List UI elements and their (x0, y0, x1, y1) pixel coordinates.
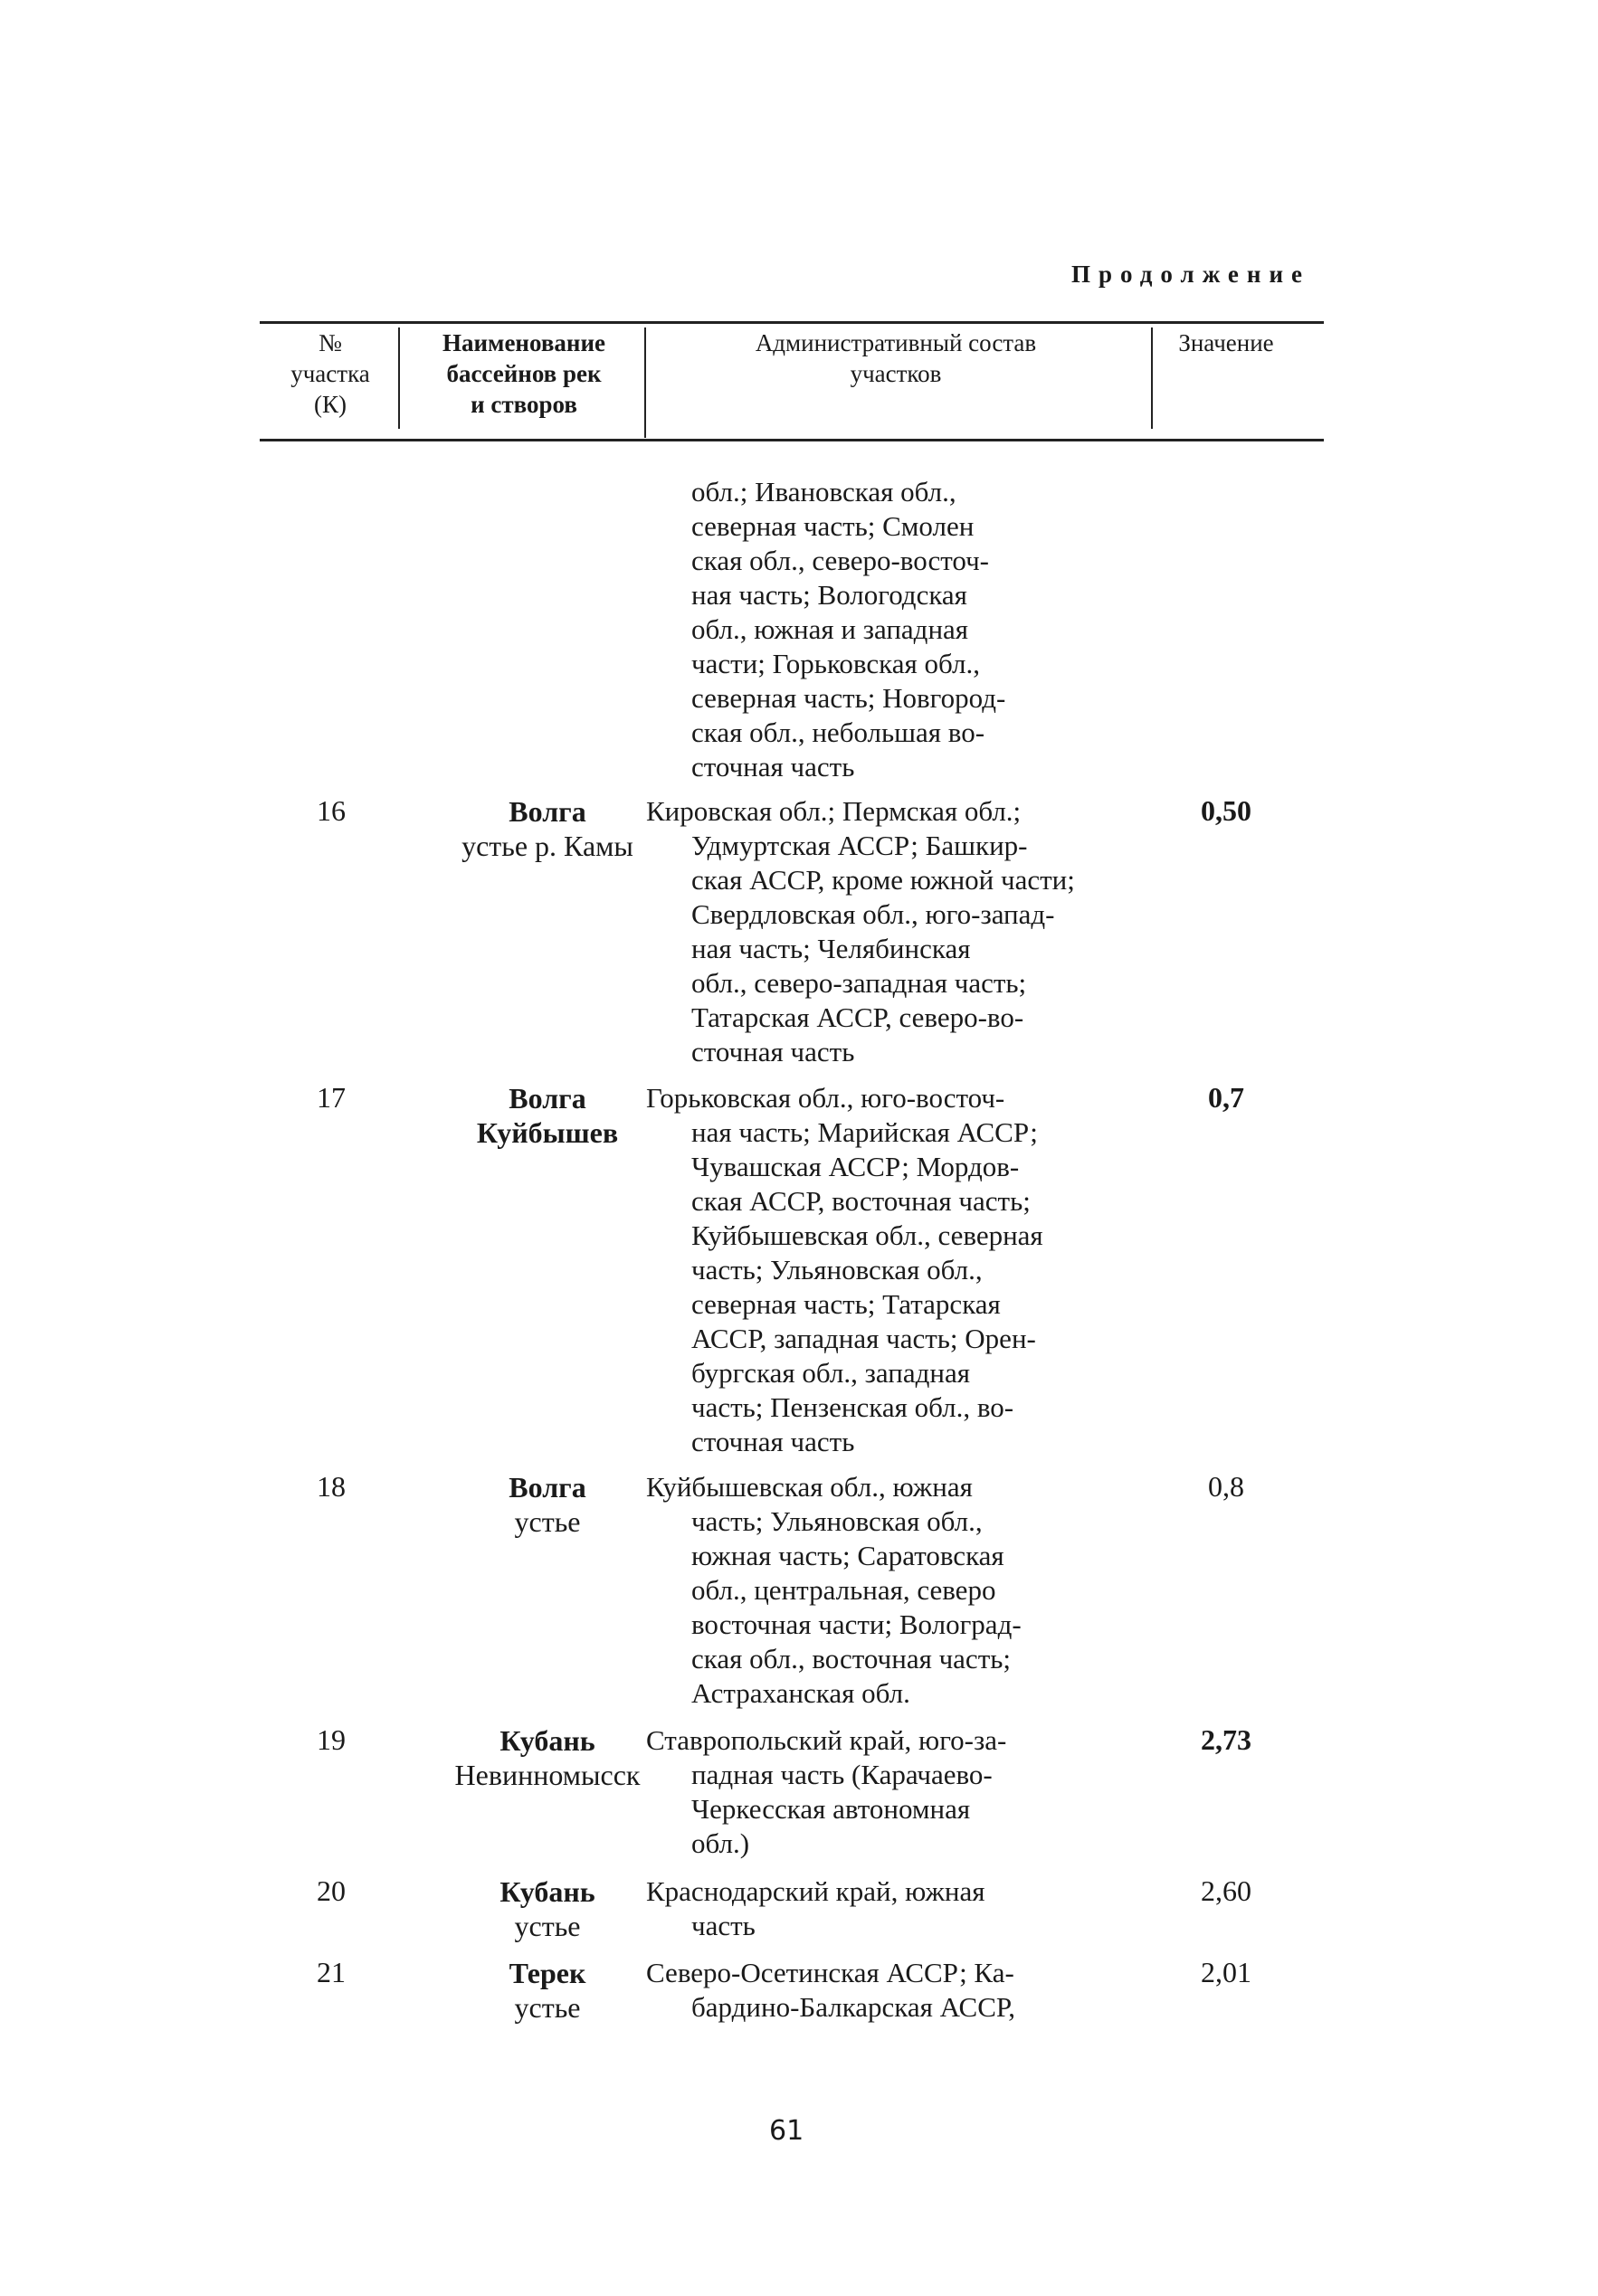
row-number: 16 (317, 794, 346, 827)
river-name: Волга (509, 795, 586, 828)
header-divider (398, 327, 400, 429)
gauge-name: устье (514, 1991, 581, 2024)
gauge-name: устье р. Камы (461, 830, 633, 862)
river-name: Кубань (499, 1875, 595, 1908)
basin-name (434, 794, 661, 863)
basin-name (434, 1956, 661, 2025)
admin-composition: Краснодарский край, южная часть (646, 1875, 985, 1941)
value: 0,50 (1201, 794, 1251, 827)
admin-composition: Северо-Осетинская АССР; Ка- бардино-Балкарская АССР, (646, 1957, 1015, 2023)
river-name: Терек (509, 1957, 586, 1989)
row-number: 17 (317, 1081, 346, 1114)
gauge-name: устье (514, 1910, 581, 1942)
table-header-bottom-rule (260, 439, 1324, 441)
page-number: 61 (769, 2115, 804, 2147)
admin-composition: Кировская обл.; Пермская обл.; Удмуртская АССР; Башкир- ская АССР, кроме южной части; Свердловская обл., юго-запад- ная часть; Челябинская обл., северо-западная часть; Татарская АССР, северо-во- сточная часть (646, 795, 1075, 1067)
header-col-basin: Наименование бассейнов рек и створов (442, 329, 605, 418)
header-col-admin: Административный состав участков (755, 329, 1037, 387)
admin-composition: Ставропольский край, юго-за- падная часть (Карачаево- Черкесская автономная обл.) (646, 1724, 1007, 1859)
row-number: 18 (317, 1470, 346, 1503)
basin-name (434, 1723, 661, 1792)
continuation-label: Продолжение (1071, 261, 1310, 288)
table-top-rule (260, 321, 1324, 324)
row-number: 20 (317, 1874, 346, 1907)
admin-composition: Горьковская обл., юго-восточ- ная часть; Марийская АССР; Чувашская АССР; Мордов- ская АССР, восточная часть; Куйбышевская обл., северная часть; Ульяновская обл., северная часть; Татарская АССР, западная часть; Орен- бургская обл., западная часть; Пензенская обл., во- сточная часть (646, 1082, 1043, 1457)
header-divider (1151, 327, 1153, 429)
value: 2,01 (1201, 1956, 1251, 1988)
value: 2,73 (1201, 1723, 1251, 1756)
river-name: Волга (509, 1082, 586, 1115)
basin-name (434, 1081, 661, 1150)
value: 0,8 (1208, 1470, 1244, 1503)
value: 2,60 (1201, 1874, 1251, 1907)
river-name: Кубань (499, 1724, 595, 1757)
admin-composition: Куйбышевская обл., южная часть; Ульяновская обл., южная часть; Саратовская обл., центральная, северо восточная части; Волоград- ская обл., восточная часть; Астраханская обл. (646, 1471, 1022, 1709)
gauge-name: устье (514, 1505, 581, 1538)
basin-name (434, 1470, 661, 1539)
gauge-name: Невинномысск (454, 1759, 641, 1791)
basin-name (434, 1874, 661, 1943)
row-number: 19 (317, 1723, 346, 1756)
header-col-number: № участка (К) (290, 329, 370, 418)
value: 0,7 (1208, 1081, 1244, 1114)
header-col-value: Значение (1178, 329, 1274, 356)
row-number: 21 (317, 1956, 346, 1988)
carryover-admin: обл.; Ивановская обл., северная часть; Смолен ская обл., северо-восточ- ная часть; Вологодская обл., южная и западная части; Горьковская обл., северная часть; Новгород- ская обл., небольшая во- сточная часть (691, 476, 1006, 783)
river-name: Волга (509, 1471, 586, 1504)
gauge-name: Куйбышев (476, 1116, 619, 1149)
header-divider (644, 327, 646, 438)
